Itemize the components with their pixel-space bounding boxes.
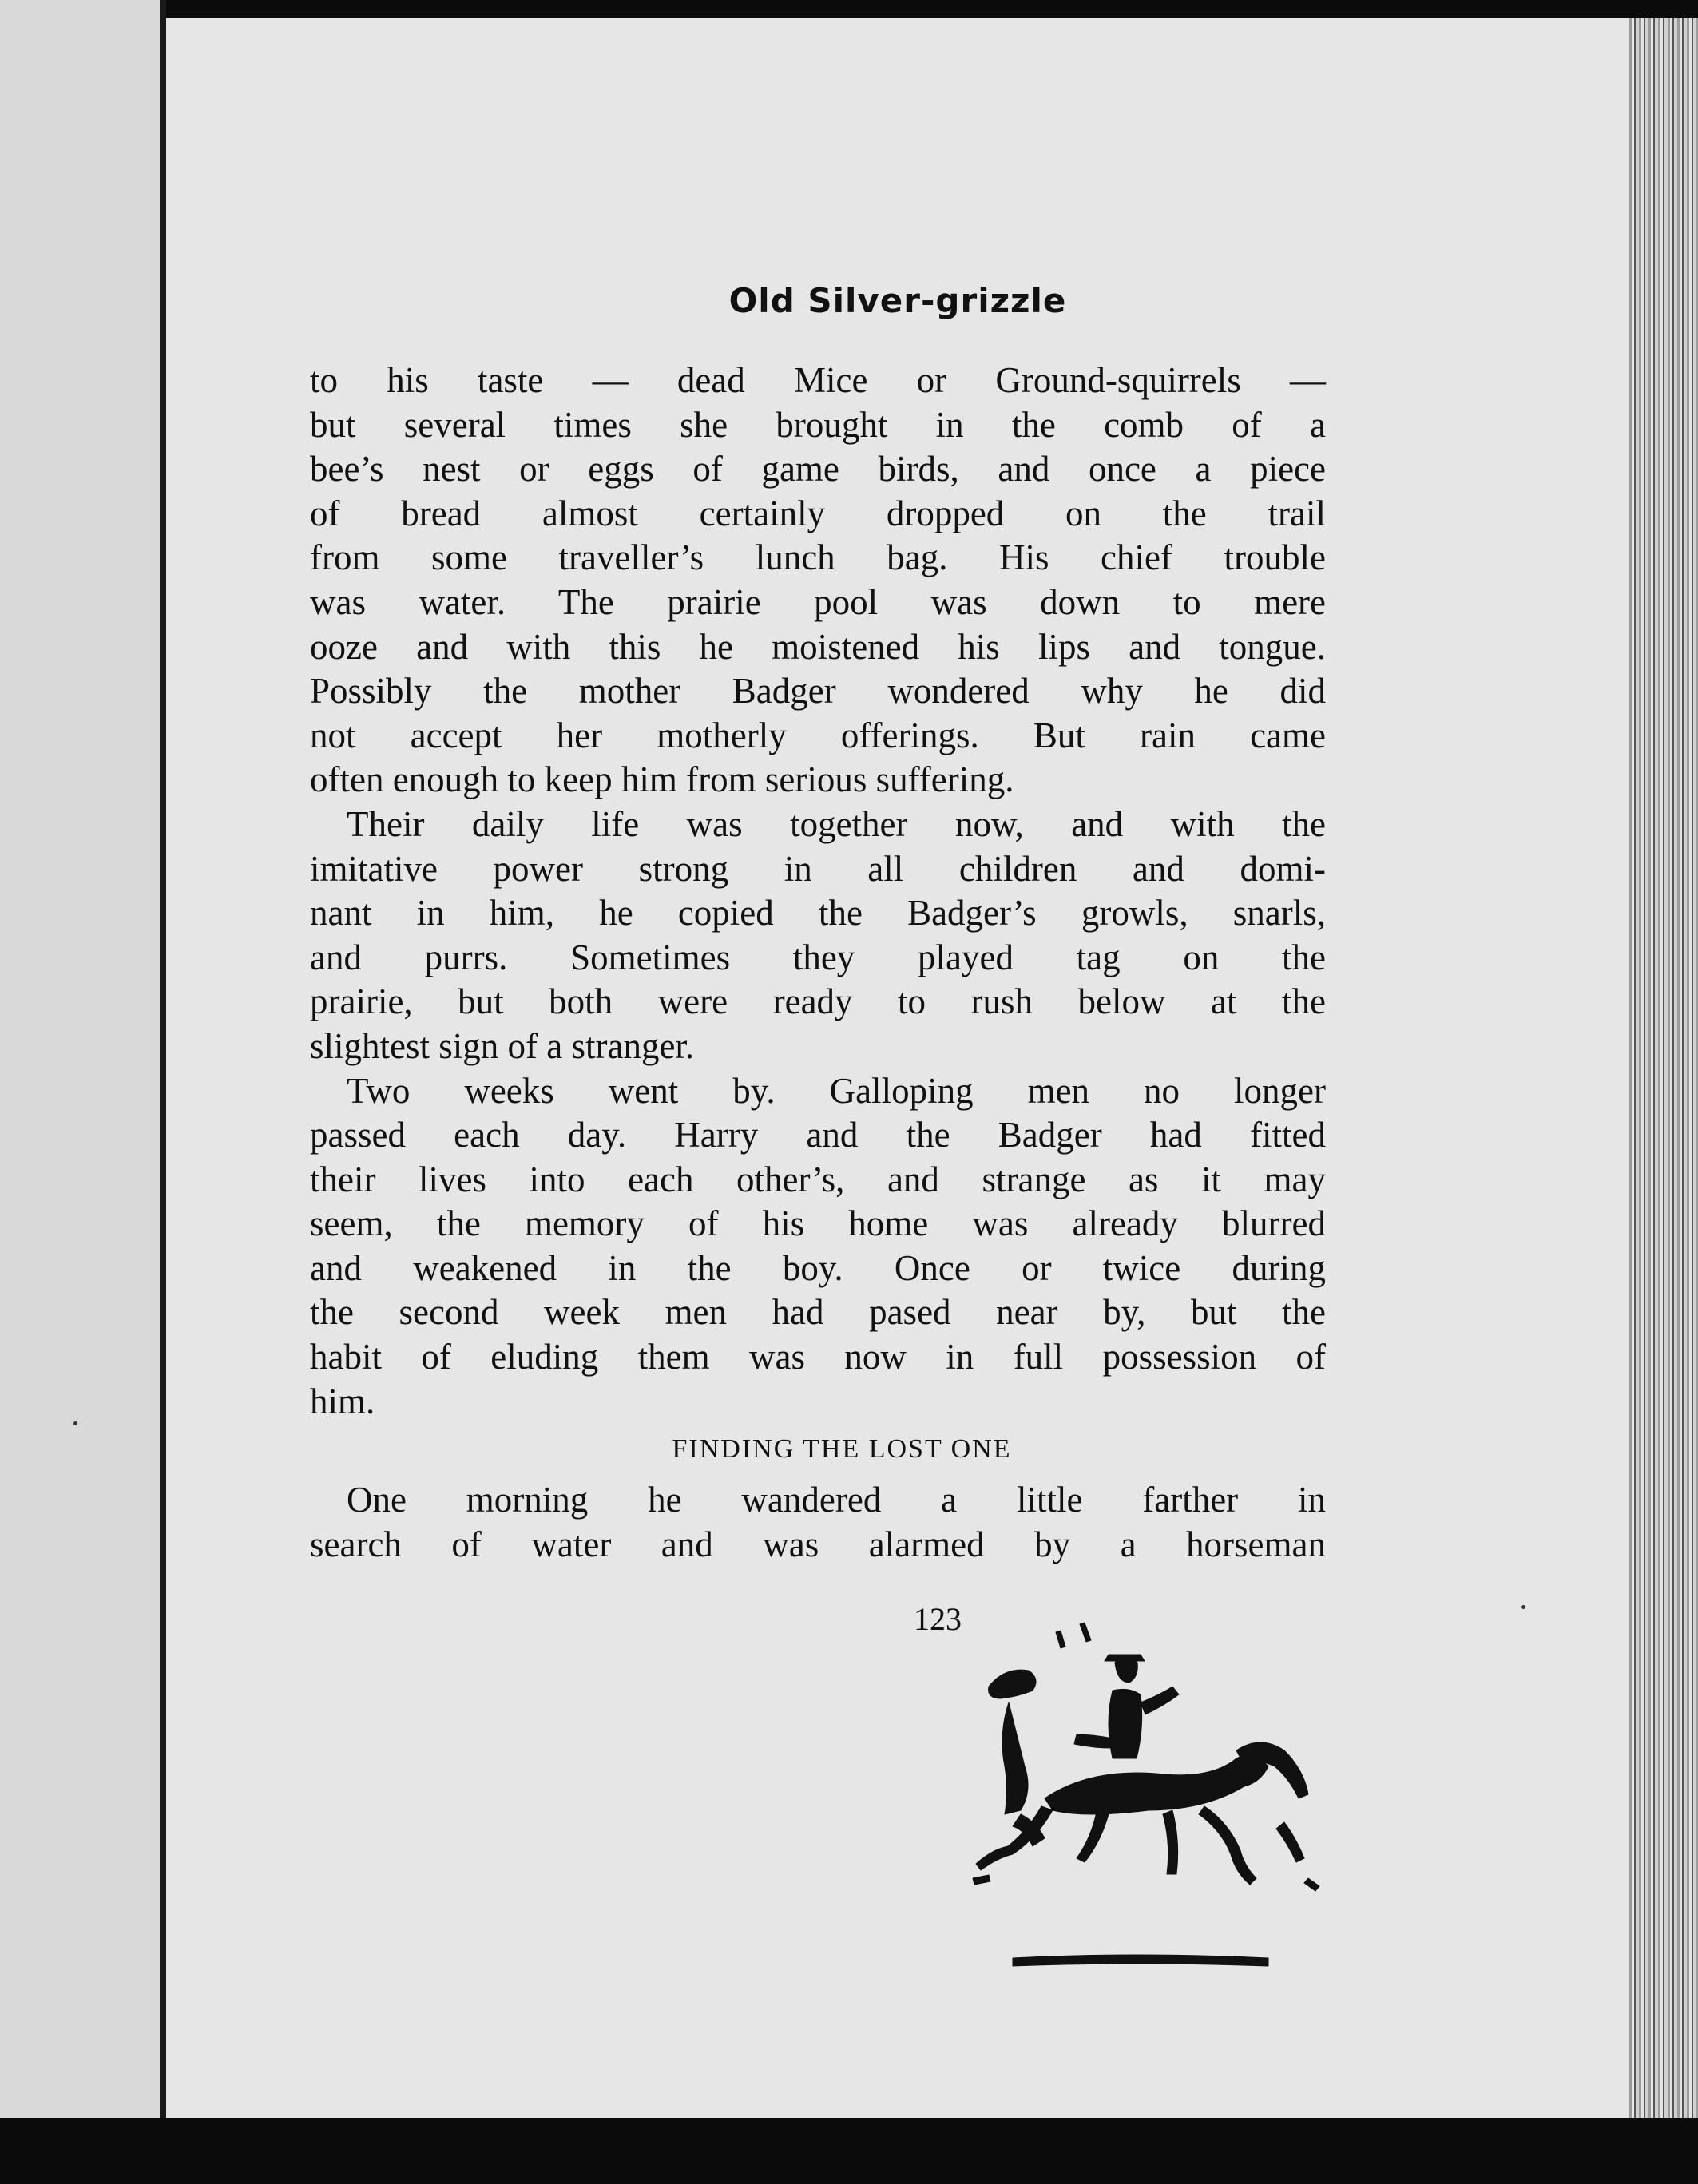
section-heading: FINDING THE LOST ONE	[672, 1434, 1012, 1465]
text-line: the second week men had pased near by, but the	[310, 1292, 1326, 1333]
text-line: and purrs. Sometimes they played tag on the	[310, 937, 1326, 977]
text-line: Two weeks went by. Galloping men no longer	[347, 1070, 1326, 1111]
text-line: ooze and with this he moistened his lips and tongue.	[310, 626, 1326, 667]
paragraph-2	[310, 803, 1326, 1069]
text-line: was water. The prairie pool was down to mere	[310, 581, 1326, 622]
horseman-illustration	[965, 1615, 1364, 1990]
book-gutter	[160, 0, 166, 2124]
paragraph-1	[310, 359, 1326, 803]
page-number: 123	[914, 1601, 962, 1637]
text-line: imitative power strong in all children and domi-	[310, 848, 1326, 889]
scan-speck	[73, 1421, 77, 1425]
text-line: to his taste — dead Mice or Ground-squirrels —	[310, 360, 1326, 400]
text-line: Possibly the mother Badger wondered why he did	[310, 671, 1326, 711]
paragraph-3	[310, 1069, 1326, 1425]
text-line: not accept her motherly offerings. But rain came	[310, 715, 1326, 755]
text-line: but several times she brought in the comb of a	[310, 404, 1326, 445]
scan-bottom-border	[0, 2118, 1698, 2184]
text-line: bee’s nest or eggs of game birds, and once a piece	[310, 449, 1326, 490]
text-line: slightest sign of a stranger.	[310, 1025, 695, 1066]
body-text	[310, 359, 1326, 1567]
book-page	[166, 18, 1629, 2118]
text-line: One morning he wandered a little farther in	[347, 1480, 1326, 1520]
text-line: their lives into each other’s, and strange as it may	[310, 1159, 1326, 1199]
facing-page-edge	[0, 0, 166, 2118]
text-line: seem, the memory of his home was already blurred	[310, 1203, 1326, 1244]
text-line: search of water and was alarmed by a horseman	[310, 1524, 1326, 1564]
text-line: Their daily life was together now, and with the	[347, 803, 1326, 844]
page-edges	[1629, 18, 1698, 2118]
text-line: passed each day. Harry and the Badger had fitted	[310, 1115, 1326, 1155]
text-line: prairie, but both were ready to rush below at the	[310, 981, 1326, 1022]
text-line: often enough to keep him from serious suffering.	[310, 759, 1014, 800]
text-line: of bread almost certainly dropped on the trail	[310, 493, 1326, 533]
text-line: from some traveller’s lunch bag. His chief trouble	[310, 537, 1326, 578]
text-line: him.	[310, 1381, 375, 1421]
scan-speck	[1521, 1605, 1525, 1609]
text-line: and weakened in the boy. Once or twice during	[310, 1247, 1326, 1288]
paragraph-4	[310, 1478, 1326, 1567]
running-head: Old Silver-grizzle	[728, 281, 1067, 320]
text-line: nant in him, he copied the Badger’s growls, snarls,	[310, 893, 1326, 933]
text-line: habit of eluding them was now in full possession of	[310, 1337, 1326, 1377]
